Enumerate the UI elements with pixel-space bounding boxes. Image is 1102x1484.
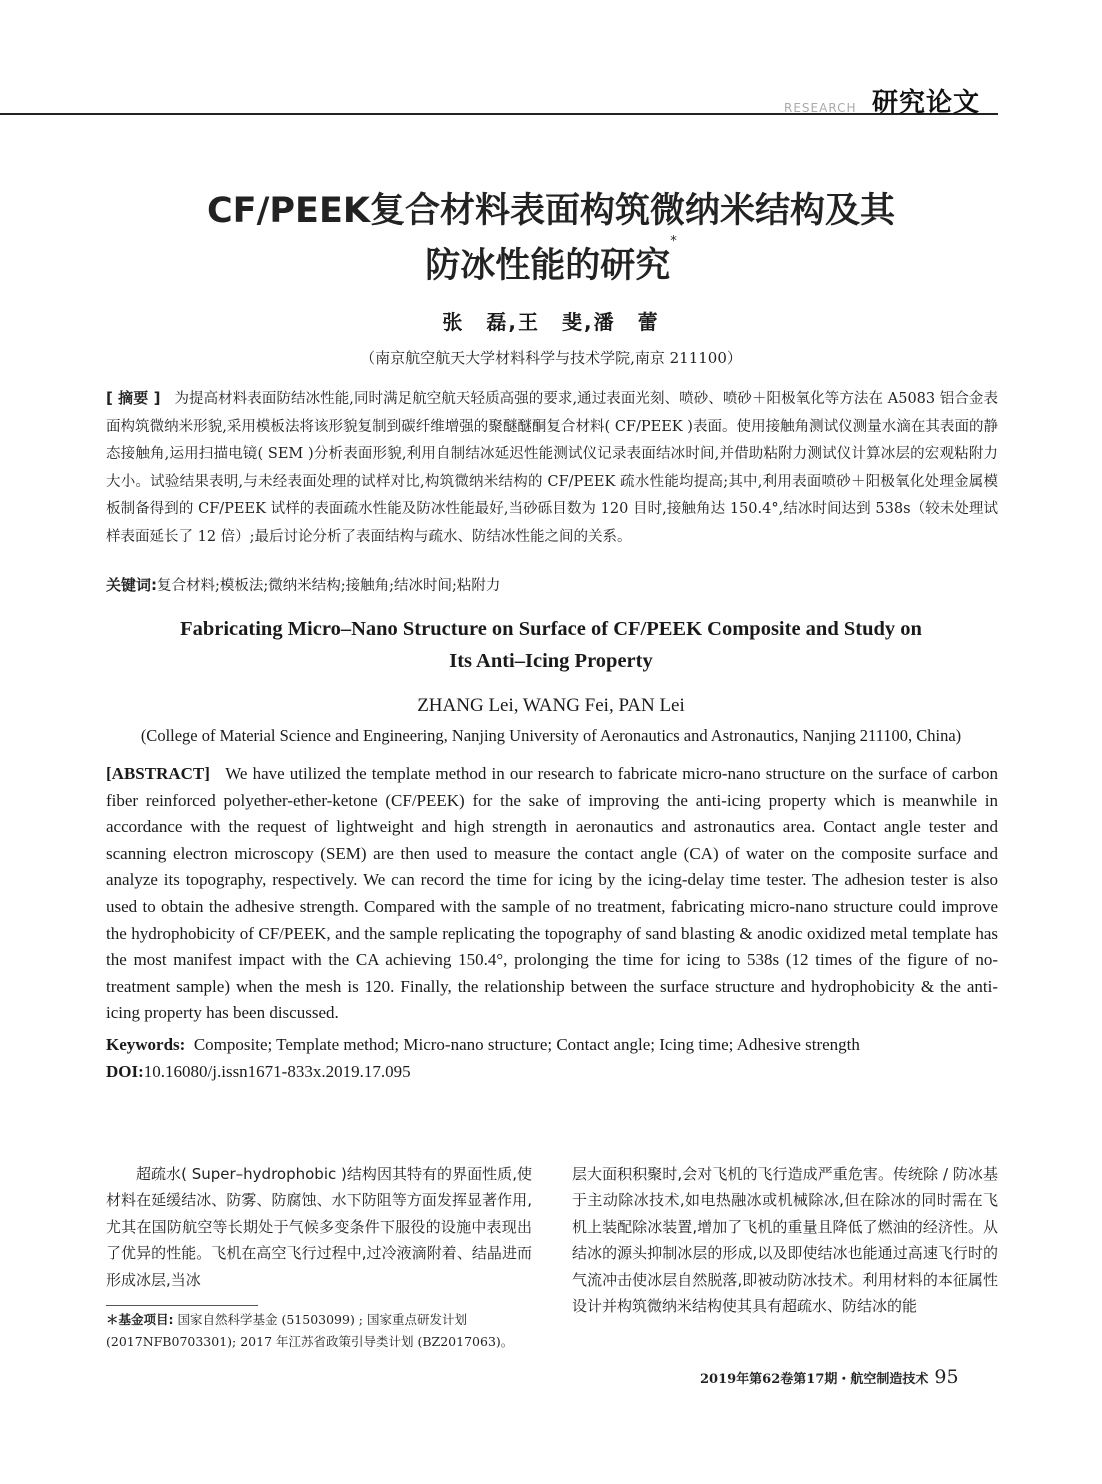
- keywords-cn: [106, 572, 998, 599]
- header-section-label: 研究论文: [872, 88, 981, 118]
- keywords-cn-text: 复合材料;模板法;微纳米结构;接触角;结冰时间;粘附力: [157, 578, 501, 594]
- abstract-en-text: We have utilized the template method in our research to fabricate micro-nano structure on the surface of carbon fiber reinforced polyether-ether-ketone (CF/PEEK) for the sake of improving the anti-icing property which is meanwhile in accordance with the request of lightweight and high strength in aeronautics and astronautics area. Contact angle tester and scanning electron microscopy (SEM) are then used to measure the contact angle (CA) of water on the composite surface and analyze its topography, respectively. We can record the time for icing by the icing-delay time tester. The adhesion tester is also used to obtain the adhesive strength. Compared with the sample of no treatment, fabricating micro-nano structure could improve the hydrophobicity of CF/PEEK, and the sample replicating the topography of sand blasting & anodic oxidized metal template has the most manifest impact with the CA achieving 150.4°, prolonging the time for icing to 538s (12 times of the figure of no-treatment sample) when the mesh is 120. Finally, the relationship between the surface structure and hydrophobicity & the anti-icing property has been discussed.: [106, 764, 998, 1023]
- affiliation-cn: （南京航空航天大学材料科学与技术学院,南京 211100）: [360, 349, 742, 367]
- keywords-en-text: Composite; Template method; Micro-nano structure; Contact angle; Icing time; Adhesive strength: [193, 1035, 860, 1054]
- footnote-text: 国家自然科学基金 (51503099) ; 国家重点研发计划 (2017NFB0703301); 2017 年江苏省政策引导类计划 (BZ2017063)。: [106, 1312, 514, 1349]
- footer-journal: 2019年第62卷第17期・航空制造技术: [700, 1372, 929, 1387]
- footnote-tag: ＊基金项目:: [106, 1312, 174, 1327]
- doi-tag: DOI:: [106, 1062, 144, 1081]
- authors-cn: 张 磊,王 斐,潘 蕾: [442, 310, 660, 334]
- abstract-cn: [106, 385, 998, 551]
- title-cn-line2-text: 防冰性能的研究: [425, 246, 671, 286]
- body-column-left: [106, 1161, 532, 1293]
- footnote-rule: [106, 1305, 258, 1306]
- body-paragraph-right: 层大面积积聚时,会对飞机的飞行造成严重危害。传统除 / 防冰基于主动除冰技术,如电热融冰或机械除冰,但在除冰的同时需在飞机上装配除冰装置,增加了飞机的重量且降低了燃油的经济性。从结冰的源头抑制冰层的形成,以及即使结冰也能通过高速飞行时的气流冲击使冰层自然脱落,即被动防冰技术。利用材料的本征属性设计并构筑微纳米结构使其具有超疏水、防结冰的能: [572, 1165, 998, 1316]
- page-number: 95: [934, 1366, 959, 1388]
- title-en-line1: Fabricating Micro–Nano Structure on Surface of CF/PEEK Composite and Study on: [180, 618, 922, 640]
- title-cn-line2: [0, 234, 1102, 288]
- body-paragraph-left: 超疏水( Super–hydrophobic )结构因其特有的界面性质,使材料在延缓结冰、防雾、防腐蚀、水下防阻等方面发挥显著作用,尤其在国防航空等长期处于气候多变条件下服役的设施中表现出了优异的性能。飞机在高空飞行过程中,过冷液滴附着、结晶进而形成冰层,当冰: [106, 1165, 532, 1289]
- header-research: RESEARCH: [784, 101, 857, 115]
- title-footnote-star: *: [670, 234, 677, 249]
- keywords-en-line: [106, 1031, 998, 1058]
- affiliation-en: (College of Material Science and Engineering, Nanjing University of Aeronautics and Astronautics, Nanjing 211100, China): [140, 726, 962, 745]
- doi-line: [106, 1058, 998, 1085]
- abstract-en-tag: [ABSTRACT]: [106, 764, 210, 783]
- doi-text: 10.16080/j.issn1671-833x.2019.17.095: [143, 1062, 411, 1081]
- page-footer: [700, 1366, 959, 1388]
- footnote: [106, 1309, 532, 1353]
- title-cn-line1: CF/PEEK复合材料表面构筑微纳米结构及其: [207, 191, 895, 231]
- keywords-en: [106, 1031, 998, 1085]
- body-column-right: [572, 1161, 998, 1319]
- abstract-cn-tag: [ 摘要 ]: [106, 389, 161, 407]
- abstract-cn-text: 为提高材料表面防结冰性能,同时满足航空航天轻质高强的要求,通过表面光刻、喷砂、喷砂＋阳极氧化等方法在 A5083 铝合金表面构筑微纳米形貌,采用模板法将该形貌复制到碳纤维增强的聚醚醚酮复合材料( CF/PEEK )表面。使用接触角测试仪测量水滴在其表面的静态接触角,运用扫描电镜( SEM )分析表面形貌,利用自制结冰延迟性能测试仪记录表面结冰时间,并借助粘附力测试仪计算冰层的宏观粘附力大小。试验结果表明,与未经表面处理的试样对比,构筑微纳米结构的 CF/PEEK 疏水性能均提高;其中,利用表面喷砂＋阳极氧化处理金属模板制备得到的 CF/PEEK 试样的表面疏水性能及防冰性能最好,当砂砾目数为 120 目时,接触角达 150.4°,结冰时间达到 538s（较未处理试样表面延长了 12 倍）;最后讨论分析了表面结构与疏水、防结冰性能之间的关系。: [106, 391, 999, 545]
- keywords-en-tag: Keywords:: [106, 1035, 186, 1054]
- title-en-line2: Its Anti–Icing Property: [449, 650, 653, 672]
- keywords-cn-tag: 关键词:: [106, 576, 157, 594]
- authors-en: ZHANG Lei, WANG Fei, PAN Lei: [417, 695, 685, 716]
- abstract-en: [106, 761, 998, 1027]
